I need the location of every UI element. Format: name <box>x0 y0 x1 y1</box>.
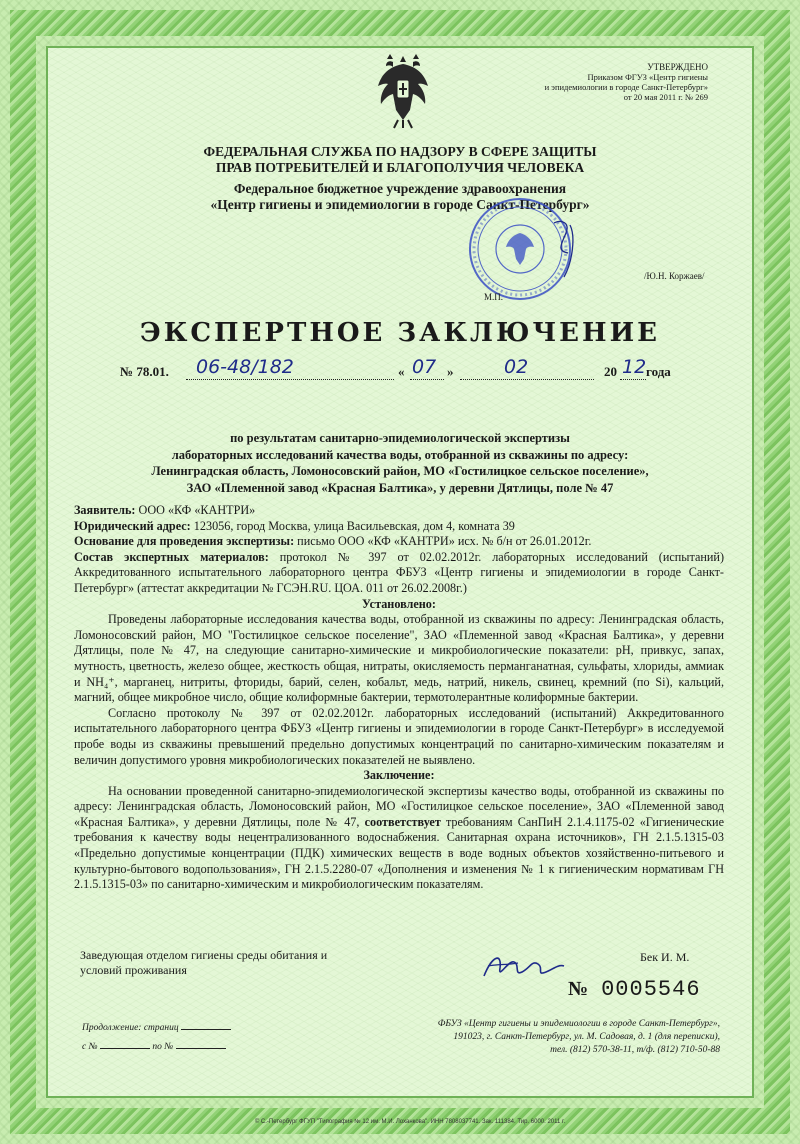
signatory-position <box>80 948 380 978</box>
agency-heading <box>150 144 650 176</box>
approval-line: и эпидемиологии в городе Санкт-Петербург» <box>544 82 708 92</box>
handwritten-signature-icon <box>478 946 568 986</box>
year-suffix: года <box>646 364 671 379</box>
seal-place-mark: М.П. <box>484 292 504 302</box>
conclusion-text: требованиям СанПиН 2.1.4.1175-02 «Гигиенические требования к качеству воды нецентрализованного водоснабжения. Санитарная охрана источников», ГН 2.1.5.1315-03 «Предельно допустимые концентрации (ПДК) химических веществ в воде водных объектов хозяйственно-питьевого и культурно-бытового водопользования», ГН 2.1.5.2280-07 «Дополнения и изменения № 1 к гигиеническим нормативам ГН 2.1.5.1315-03» по санитарно-химическим и микробиологическим показателям. <box>74 814 724 892</box>
applicant-row <box>74 503 724 519</box>
conclusion-paragraph <box>74 784 724 893</box>
address-label: Юридический адрес: <box>74 518 191 533</box>
position-line: условий проживания <box>80 963 187 977</box>
approval-title: УТВЕРЖДЕНО <box>647 62 708 72</box>
conclusion-text: На основании проведенной санитарно-эпидемиологической экспертизы качество воды, отобранной из скважины по адресу: Ленинградская область, Ломоносовский район, МО «Гостилицкое сельское поселение», ЗАО «Племенной завод «Красная Балтика», у деревни Дятлицы, поле № 47, <box>74 783 724 829</box>
materials-row <box>74 550 724 597</box>
printer-imprint: © С.-Петербург ФГУП "Типография № 12 им. М.И. Лоханкова". ИНН 7808037741. Зак. 111384. Тир. 6000. 2011 г. <box>254 1119 566 1125</box>
position-line: Заведующая отделом гигиены среды обитания и <box>80 948 328 962</box>
applicant-label: Заявитель: <box>74 503 136 517</box>
continuation-to-label: по № <box>152 1042 174 1052</box>
materials-label: Состав экспертных материалов: <box>74 549 269 564</box>
address-row <box>74 519 724 535</box>
subject-line: ЗАО «Племенной завод «Красная Балтика», у деревни Дятлицы, поле № 47 <box>186 480 614 495</box>
signatory-full-name: Бек И. М. <box>640 950 690 964</box>
handwritten-month: 02 <box>504 356 529 378</box>
established-paragraph-2: Согласно протоколу № 397 от 02.02.2012г. лабораторных исследований (испытаний) Аккредитованного испытательного лабораторного центра ФБУЗ «Центр гигиены и эпидемиологии в городе Санкт-Петербург» в исследуемой пробе воды из скважины превышений предельно допустимых концентраций по санитарно-химическим показателям и величин допустимого уровня микробиологических показателей не выявлено. <box>74 705 724 767</box>
subject-line: по результатам санитарно-эпидемиологической экспертизы <box>230 431 570 445</box>
institution-line: Федеральное бюджетное учреждение здравоохранения <box>233 181 567 196</box>
agency-line: ПРАВ ПОТРЕБИТЕЛЕЙ И БЛАГОПОЛУЧИЯ ЧЕЛОВЕКА <box>215 160 585 175</box>
agency-line: ФЕДЕРАЛЬНАЯ СЛУЖБА ПО НАДЗОРУ В СФЕРЕ ЗАЩИТЫ <box>203 144 597 159</box>
year-prefix: 20 <box>604 364 617 379</box>
continuation-block <box>82 1019 282 1057</box>
basis-value: письмо ООО «КФ «КАНТРИ» исх. № б/н от 26.01.2012г. <box>297 534 592 549</box>
basis-label: Основание для проведения экспертизы: <box>74 534 295 549</box>
institution-address <box>430 1018 720 1057</box>
applicant-value: ООО «КФ «КАНТРИ» <box>138 503 256 517</box>
handwritten-number: 06-48/182 <box>196 356 294 378</box>
serial-digits: 0005546 <box>601 977 701 1002</box>
conclusion-heading: Заключение: <box>363 768 435 783</box>
address-line: ФБУЗ «Центр гигиены и эпидемиологии в городе Санкт-Петербург», <box>437 1019 720 1029</box>
document-text <box>74 503 724 893</box>
basis-row <box>74 534 724 550</box>
continuation-pages-label: Продолжение: страниц <box>82 1023 179 1033</box>
serial-sign: № <box>568 978 590 1000</box>
established-paragraph-1: Проведены лабораторные исследования качества воды, отобранной из скважины по адресу: Ленинградская область, Ломоносовский район, МО "Гостилицкое сельское поселение", ЗАО «Племенной завод «Красная Балтика», у деревни Дятлицы, поле № 47, на следующие санитарно-химические и микробиологические показатели: рН, привкус, запах, мутность, цветность, железо общее, жесткость общая, нитраты, окисляемость перманганатная, сульфаты, хлориды, аммиак и NH₄⁺, марганец, нитриты, фториды, барий, селен, кобальт, медь, натрий, никель, свинец, кремний (по Si), кальций, магний, общее микробное число, общие колиформные бактерии, термотолерантные колиформные бактерии. <box>74 612 724 705</box>
institution-line: «Центр гигиены и эпидемиологии в городе Санкт-Петербург» <box>210 197 590 212</box>
conclusion-verdict: соответствует <box>364 814 441 829</box>
address-line: 191023, г. Санкт-Петербург, ул. М. Садовая, д. 1 (для переписки), <box>453 1032 720 1042</box>
continuation-from-label: с № <box>82 1042 98 1052</box>
document-title: ЭКСПЕРТНОЕ ЗАКЛЮЧЕНИЕ <box>140 318 660 348</box>
signatory-name: /Ю.Н. Коржаев/ <box>644 271 705 281</box>
handwritten-day: 07 <box>412 356 437 378</box>
document-number-line <box>120 356 690 382</box>
established-heading: Установлено: <box>362 596 436 611</box>
approval-line: от 20 мая 2011 г. № 269 <box>623 92 708 102</box>
approval-note <box>508 62 708 102</box>
subject-line: Ленинградская область, Ломоносовский район, МО «Гостилицкое сельское поселение», <box>151 464 649 478</box>
approval-line: Приказом ФГУЗ «Центр гигиены <box>587 72 708 82</box>
open-quote: « <box>398 364 405 379</box>
serial-number <box>568 977 701 1002</box>
official-seal-stamp-icon <box>458 193 598 303</box>
number-prefix: № 78.01. <box>120 364 169 379</box>
address-value: 123056, город Москва, улица Васильевская, дом 4, комната 39 <box>193 518 515 533</box>
examination-subject <box>120 430 680 496</box>
close-quote: » <box>447 364 454 379</box>
address-line: тел. (812) 570-38-11, т/ф. (812) 710-50-88 <box>550 1045 720 1055</box>
handwritten-year: 12 <box>622 356 647 378</box>
double-headed-eagle-emblem-icon <box>372 50 434 130</box>
subject-line: лабораторных исследований качества воды, отобранной из скважины по адресу: <box>171 447 629 462</box>
materials-value: протокол № 397 от 02.02.2012г. лабораторных исследований (испытаний) Аккредитованного испытательного лабораторного центра ФБУЗ «Центр гигиены и эпидемиологии в городе Санкт-Петербург» (аттестат аккредитации № ГСЭН.RU. ЦОА. 011 от 26.02.2008г.) <box>74 549 725 595</box>
